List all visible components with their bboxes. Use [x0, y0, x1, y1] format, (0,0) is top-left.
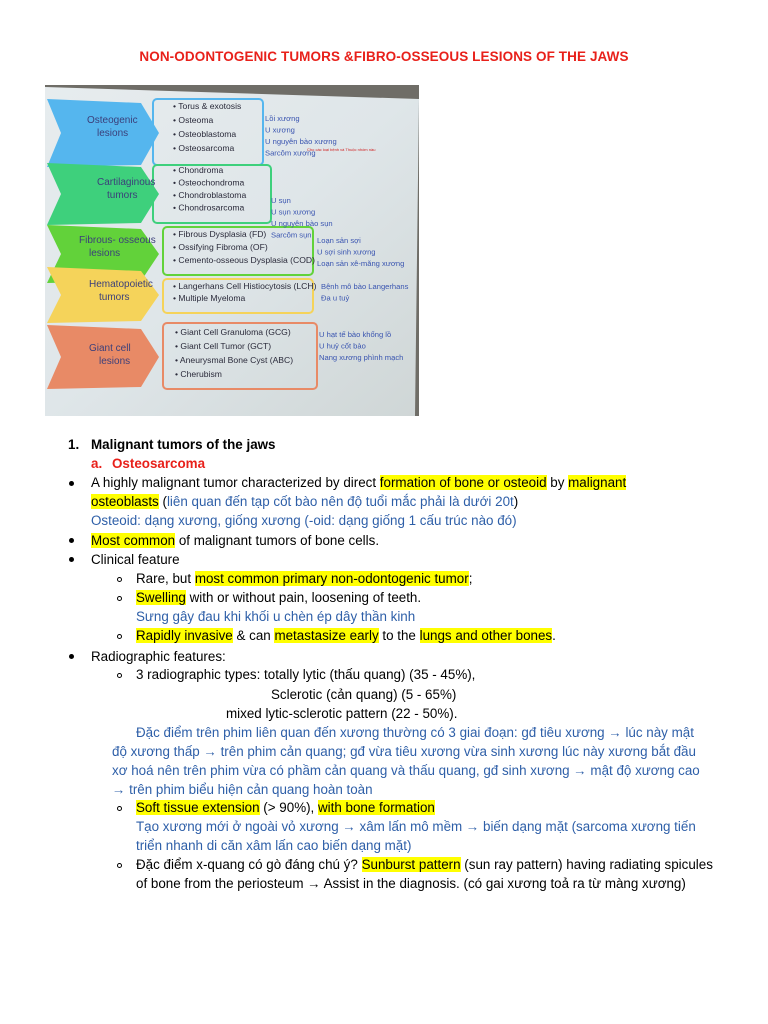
slide-item: • Chondroblastoma — [173, 190, 247, 200]
slide-note: Bệnh mô bào Langerhans — [321, 282, 409, 291]
highlight: malignant — [568, 475, 627, 490]
section-number: 1. — [68, 437, 80, 452]
slide-group-label: Osteogenic — [87, 115, 138, 126]
highlight: most common primary non-odontogenic tumor — [194, 571, 469, 586]
slide-item: • Chondroma — [173, 165, 224, 175]
paragraph-definition — [91, 474, 626, 492]
highlight: Soft tissue extension — [136, 800, 260, 815]
text: Đặc điểm x-quang có gò đáng chú ý? — [136, 857, 362, 872]
text: & can — [232, 628, 275, 643]
sunburst-item-cont: of bone from the periosteum → Assist in the diagnosis. (có gai xương toả ra từ màng xương) — [136, 876, 686, 891]
slide-item: • Osteochondroma — [173, 177, 245, 188]
radiographic-note-3: xơ hoá nên trên phim vừa có phầm cản quang và thấu quang, gđ sinh xương → mật độ xương cao — [112, 763, 700, 778]
bullet-ring — [117, 634, 122, 639]
radiographic-note-4: → trên phim biểu hiện cản quang hoàn toàn — [112, 782, 373, 797]
slide-item: • Langerhans Cell Histiocytosis (LCH) — [173, 281, 317, 291]
highlight: lungs and other bones — [419, 628, 553, 643]
slide-note: U nguyên bào xương — [265, 137, 337, 146]
slide-item: • Osteoma — [173, 115, 214, 125]
clinical-item-swelling — [136, 589, 421, 607]
slide-item: • Torus & exotosis — [173, 101, 242, 111]
text: (sun ray pattern) having radiating spicules — [460, 857, 713, 872]
slide-item: • Multiple Myeloma — [173, 293, 246, 303]
slide-red-note: Cho các loại bệnh và Thuộc nhóm nầu — [307, 147, 376, 152]
slide-group-label: lesions — [97, 128, 129, 139]
slide-item: • Giant Cell Granuloma (GCG) — [175, 327, 291, 337]
slide-group-label: tumors — [99, 292, 130, 303]
highlight: osteoblasts — [91, 494, 159, 509]
highlight: metastasize early — [274, 628, 379, 643]
clinical-item-rare — [136, 570, 472, 588]
slide-note: U xương — [265, 125, 295, 135]
slide-note: U nguyên bào sụn — [271, 219, 333, 228]
text: of malignant tumors of bone cells. — [175, 533, 380, 548]
slide-note: U sụn xương — [271, 207, 316, 217]
slide-chevron — [47, 163, 159, 225]
radiographic-note-2: độ xương thấp → trên phim cản quang; gđ vừa tiêu xương vừa sinh xương lúc này xương bắt đầu — [112, 744, 696, 759]
text: ) — [513, 494, 519, 509]
page-title: NON-ODONTOGENIC TUMORS &FIBRO-OSSEOUS LESIONS OF THE JAWS — [139, 49, 629, 64]
text: A highly malignant tumor characterized by direct — [91, 475, 380, 490]
slide-note: Lồi xương — [265, 114, 300, 123]
text: Rare, but — [136, 571, 195, 586]
soft-tissue-item — [136, 799, 435, 817]
highlight: Swelling — [136, 590, 186, 605]
text: ( — [158, 494, 167, 509]
bullet-ring — [117, 673, 122, 678]
swelling-note: Sưng gây đau khi khối u chèn ép dây thần kinh — [136, 609, 416, 624]
clinical-item-invasive — [136, 627, 556, 645]
slide-photo — [45, 85, 419, 416]
slide-group-label: lesions — [89, 248, 121, 259]
slide-item: • Cemento-osseous Dysplasia (COD) — [173, 255, 315, 265]
sunburst-item — [136, 856, 713, 874]
subsection-letter: a. — [91, 456, 103, 471]
slide-group-label: tumors — [107, 190, 138, 201]
highlight: formation of bone or osteoid — [379, 475, 547, 490]
slide-note: U sợi sinh xương — [317, 247, 376, 257]
text: with or without pain, loosening of teeth. — [185, 590, 422, 605]
bullet-dot — [69, 557, 74, 562]
subsection-heading: Osteosarcoma — [112, 456, 206, 471]
paragraph-most-common — [91, 532, 379, 550]
slide-note: U sụn — [271, 196, 291, 205]
radiographic-types: 3 radiographic types: totally lytic (thấu quang) (35 - 45%), — [136, 667, 476, 682]
paragraph-definition-cont — [91, 493, 518, 511]
osteoid-note: Osteoid: dạng xương, giống xương (-oid: dạng giống 1 cấu trúc nào đó) — [91, 513, 517, 528]
slide-group-label: Fibrous- osseous — [79, 235, 156, 246]
slide-item: • Chondrosarcoma — [173, 202, 245, 213]
text: . — [552, 628, 556, 643]
slide-note: U huỷ cốt bào — [319, 341, 366, 351]
soft-tissue-note-1: Tạo xương mới ở ngoài vỏ xương → xâm lấn mô mềm → biến dạng mặt (sarcoma xương tiến — [136, 819, 696, 834]
slide-item: • Fibrous Dysplasia (FD) — [173, 229, 267, 239]
slide-item: • Giant Cell Tumor (GCT) — [175, 341, 272, 351]
note-vi: liên quan đến tạp cốt bào nên độ tuổi mắc phải là dưới 20t — [166, 494, 514, 509]
slide-note: Đa u tuỷ — [321, 293, 350, 303]
highlight: with bone formation — [318, 800, 435, 815]
bullet-ring — [117, 806, 122, 811]
slide-item: • Ossifying Fibroma (OF) — [173, 242, 268, 252]
text: ; — [468, 571, 473, 586]
highlight: Sunburst pattern — [361, 857, 461, 872]
highlight: Rapidly invasive — [136, 628, 233, 643]
slide-item: • Osteosarcoma — [173, 143, 235, 153]
text: to the — [378, 628, 420, 643]
bullet-ring — [117, 596, 122, 601]
text: by — [546, 475, 569, 490]
slide-item: • Cherubism — [175, 369, 222, 379]
bullet-dot — [69, 654, 74, 659]
slide-item: • Aneurysmal Bone Cyst (ABC) — [175, 355, 294, 365]
slide-item: • Osteoblastoma — [173, 129, 237, 139]
slide-note: Loạn sản sợi — [317, 236, 361, 245]
soft-tissue-note-2: triển nhanh di căn xâm lấn cao biến dạng mặt) — [136, 838, 412, 853]
radiographic-note-1: Đặc điểm trên phim liên quan đến xương thường có 3 giai đoạn: gđ tiêu xương → lúc này mật — [136, 725, 694, 740]
section-heading: Malignant tumors of the jaws — [91, 437, 276, 452]
bullet-ring — [117, 577, 122, 582]
slide-note: Sarcôm xương — [265, 148, 316, 158]
text: (> 90%), — [259, 800, 318, 815]
radiographic-label: Radiographic features: — [91, 649, 226, 664]
slide-group-label: Hematopoietic — [89, 279, 153, 290]
slide-group-label: Cartilaginous — [97, 177, 156, 188]
slide-note: Nang xương phình mạch — [319, 353, 404, 362]
slide-group-label: lesions — [99, 356, 131, 367]
slide-group-label: Giant cell — [89, 343, 131, 354]
bullet-ring — [117, 863, 122, 868]
slide-note: U hạt tế bào khổng lồ — [319, 330, 392, 339]
slide-diagram — [45, 85, 419, 416]
highlight: Most common — [91, 533, 176, 548]
bullet-dot — [69, 538, 74, 543]
slide-note: Sarcôm sụn — [271, 230, 312, 240]
radiographic-mixed: mixed lytic-sclerotic pattern (22 - 50%). — [226, 706, 458, 721]
radiographic-sclerotic: Sclerotic (cản quang) (5 - 65%) — [271, 687, 457, 702]
bullet-dot — [69, 481, 74, 486]
slide-note: Loạn sản xê-măng xương — [317, 259, 405, 268]
clinical-label: Clinical feature — [91, 552, 180, 567]
